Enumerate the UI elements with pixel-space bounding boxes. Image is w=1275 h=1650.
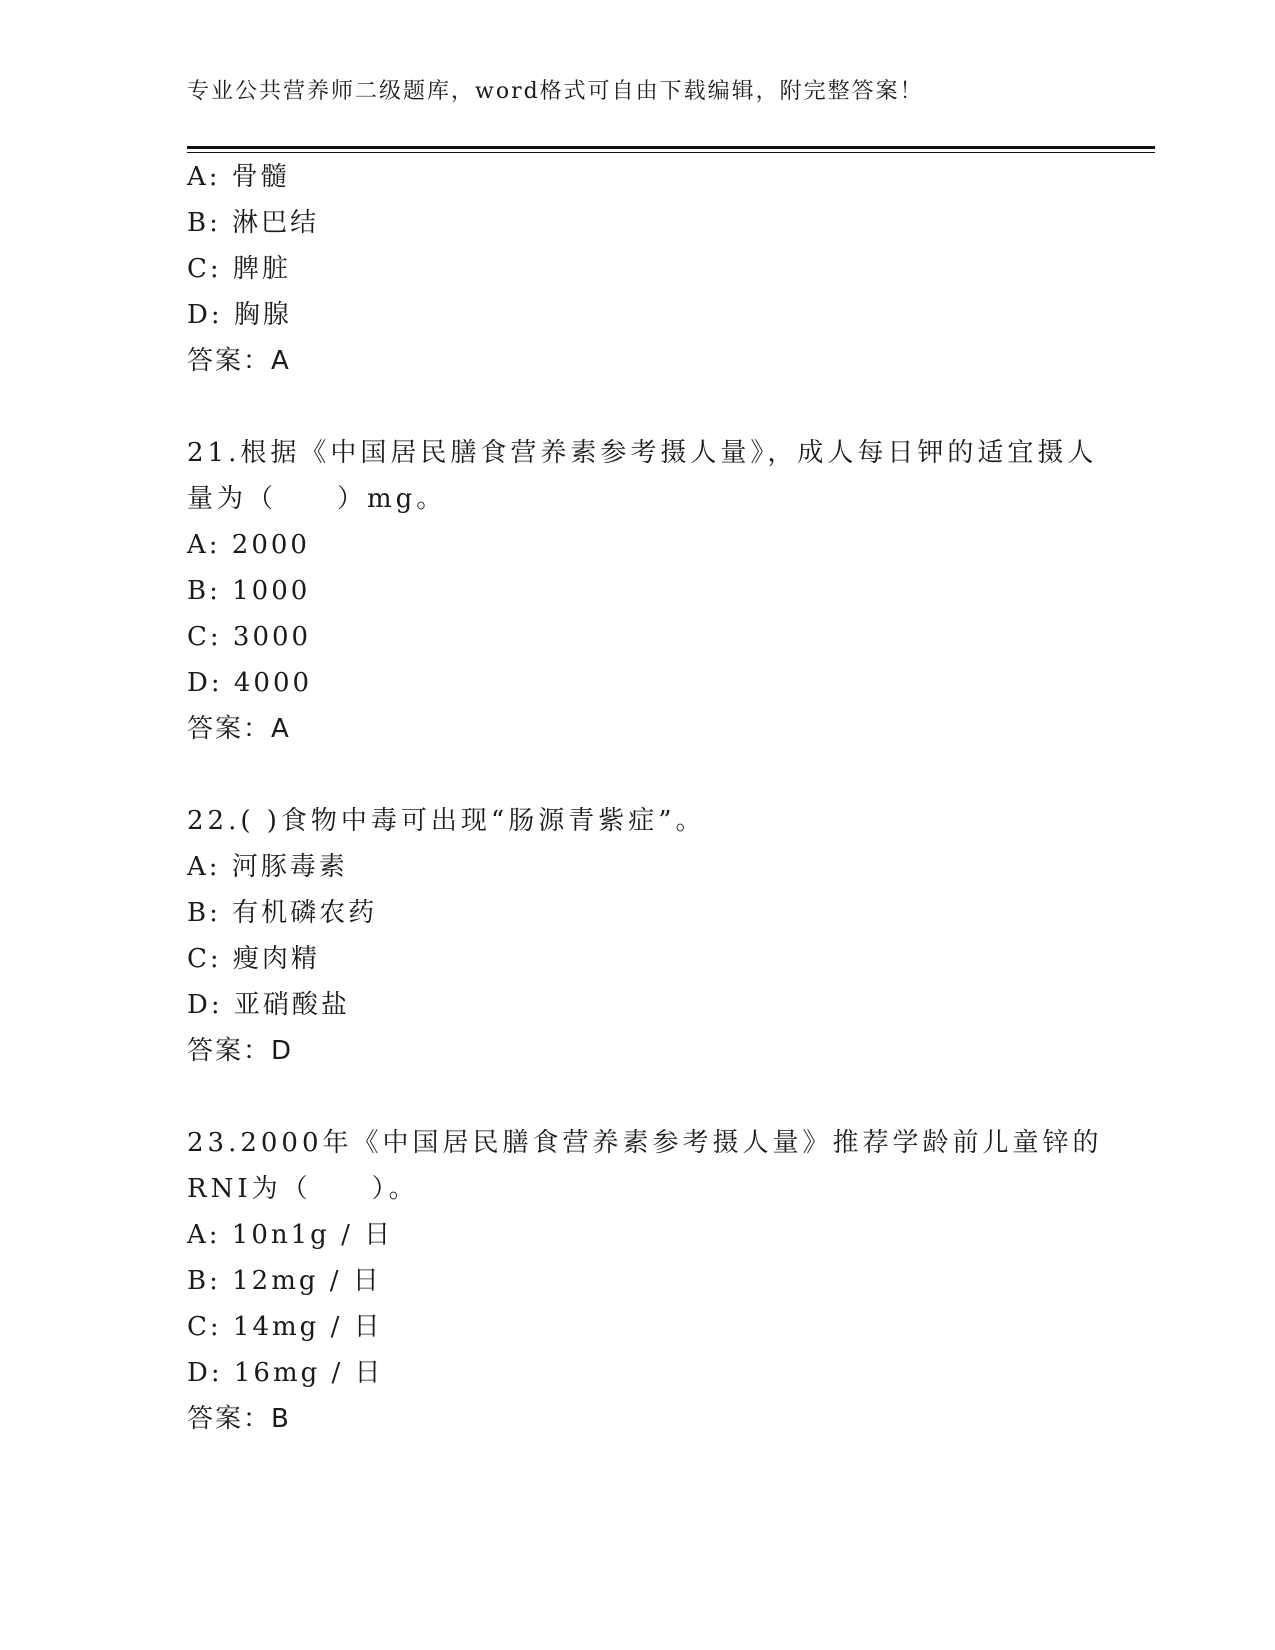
option-d: D: 亚硝酸盐 <box>187 990 350 1020</box>
answer-line: 答案：A <box>187 346 291 376</box>
prev-question-block <box>187 154 1087 384</box>
spacer <box>187 752 1087 798</box>
answer-line: 答案：B <box>187 1404 291 1434</box>
question-21-block <box>187 430 1098 752</box>
question-22-block <box>187 798 1087 1074</box>
option-c: C: 14mg / 日 <box>187 1312 383 1342</box>
option-b: B: 12mg / 日 <box>187 1266 382 1296</box>
question-23-block <box>187 1120 1103 1442</box>
option-a: A: 10n1g / 日 <box>187 1220 394 1250</box>
option-d: D: 16mg / 日 <box>187 1358 384 1388</box>
option-c: C: 3000 <box>187 622 312 652</box>
spacer <box>187 384 1087 430</box>
question-stem-line: 23.2000年《中国居民膳食营养素参考摄人量》推荐学龄前儿童锌的 <box>187 1128 1103 1158</box>
question-stem-line: 22.( )食物中毒可出现“肠源青紫症”。 <box>187 806 706 836</box>
header-rule-thin <box>187 152 1155 153</box>
option-c: C: 脾脏 <box>187 254 291 284</box>
option-d: D: 胸腺 <box>187 300 292 330</box>
option-b: B: 有机磷农药 <box>187 898 378 928</box>
option-b: B: 淋巴结 <box>187 208 320 238</box>
question-stem-line: 21.根据《中国居民膳食营养素参考摄人量》，成人每日钾的适宜摄人 <box>187 438 1098 468</box>
option-d: D: 4000 <box>187 668 313 698</box>
question-stem-line: RNI为（ ）。 <box>187 1174 419 1204</box>
answer-line: 答案：A <box>187 714 291 744</box>
spacer <box>187 1074 1087 1120</box>
option-b: B: 1000 <box>187 576 311 606</box>
answer-line: 答案：D <box>187 1036 294 1066</box>
option-c: C: 瘦肉精 <box>187 944 320 974</box>
header-rule-thick <box>187 146 1155 149</box>
question-stem-line: 量为（ ）mg。 <box>187 484 447 514</box>
option-a: A: 2000 <box>187 530 310 560</box>
question-content <box>187 154 1103 1442</box>
option-a: A: 河豚毒素 <box>187 852 348 882</box>
page-header: 专业公共营养师二级题库，word格式可自由下载编辑，附完整答案！ <box>187 79 924 104</box>
option-a: A: 骨髓 <box>187 162 290 192</box>
